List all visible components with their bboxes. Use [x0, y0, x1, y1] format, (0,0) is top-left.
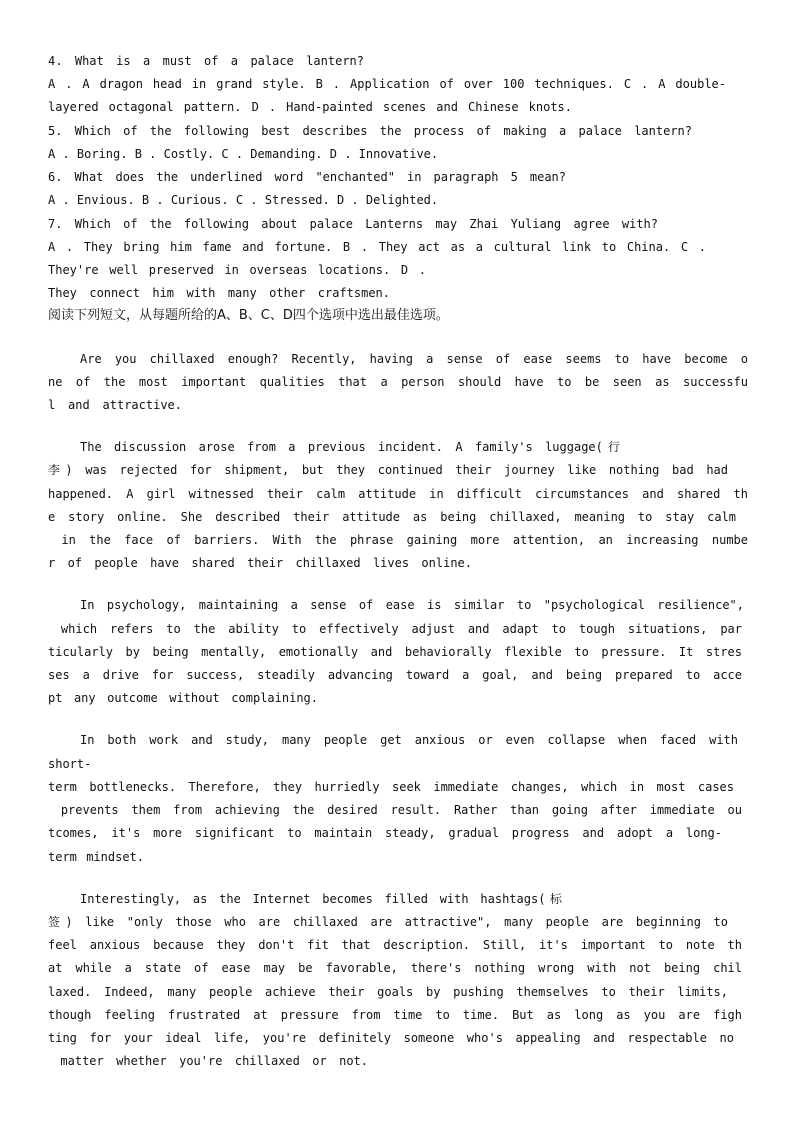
passage-paragraph-2-line-5: in the face of barriers. With the phrase gaining more attention, an increasing numbe [48, 533, 748, 547]
question-4-options-line-2: layered octagonal pattern. D . Hand-painted scenes and Chinese knots. [48, 100, 572, 114]
passage-paragraph-4-line-5: tcomes, it's more significant to maintain steady, gradual progress and adopt a long- [48, 826, 722, 840]
passage-paragraph-4-line-1: In both work and study, many people get anxious or even collapse when faced with [80, 733, 738, 747]
question-7-options-line-2: They're well preserved in overseas locations. D . [48, 263, 426, 277]
passage-paragraph-5-line-7: ting for your ideal life, you're definitely someone who's appealing and respectable no [48, 1031, 734, 1045]
passage-paragraph-4-line-3: term bottlenecks. Therefore, they hurriedly seek immediate changes, which in most cases [48, 780, 734, 794]
passage-paragraph-4-line-4: prevents them from achieving the desired result. Rather than going after immediate ou [48, 803, 742, 817]
question-6-options: A . Envious. B . Curious. C . Stressed. D . Delighted. [48, 193, 439, 207]
passage-paragraph-3-line-5: pt any outcome without complaining. [48, 691, 318, 705]
passage-paragraph-5-line-5: laxed. Indeed, many people achieve their goals by pushing themselves to their limits, [48, 985, 728, 999]
question-4-options-line-1: A . A dragon head in grand style. B . Application of over 100 techniques. C . A double- [48, 77, 726, 91]
passage-paragraph-5-line-1: Interestingly, as the Internet becomes filled with hashtags(标 [80, 892, 562, 906]
passage-paragraph-2-line-6: r of people have shared their chillaxed lives online. [48, 556, 472, 570]
passage-paragraph-5-line-8: matter whether you're chillaxed or not. [48, 1054, 368, 1068]
passage-paragraph-4-line-2: short- [48, 757, 92, 771]
passage-paragraph-3-line-2: which refers to the ability to effectively adjust and adapt to tough situations, par [48, 622, 742, 636]
question-7-options-line-1: A . They bring him fame and fortune. B . They act as a cultural link to China. C . [48, 240, 706, 254]
passage-paragraph-3-line-1: In psychology, maintaining a sense of ease is similar to "psychological resilience", [80, 598, 744, 612]
passage-paragraph-5-line-4: at while a state of ease may be favorable, there's nothing wrong with not being chil [48, 961, 742, 975]
passage-paragraph-1-line-2: ne of the most important qualities that a person should have to be seen as successfu [48, 375, 748, 389]
reading-instruction: 阅读下列短文，从每题所给的A、B、C、D四个选项中选出最佳选项。 [48, 308, 449, 323]
question-7-options-line-3: They connect him with many other craftsmen. [48, 286, 390, 300]
passage-paragraph-1-line-3: l and attractive. [48, 398, 182, 412]
passage-paragraph-2-line-2: 李) was rejected for shipment, but they continued their journey like nothing bad had [48, 463, 728, 477]
passage-paragraph-5-line-6: though feeling frustrated at pressure from time to time. But as long as you are figh [48, 1008, 742, 1022]
passage-paragraph-1-line-1: Are you chillaxed enough? Recently, having a sense of ease seems to have become o [80, 352, 748, 366]
passage-paragraph-4-line-6: term mindset. [48, 850, 144, 864]
question-7-stem: 7. Which of the following about palace Lanterns may Zhai Yuliang agree with? [48, 217, 658, 231]
question-5-stem: 5. Which of the following best describes the process of making a palace lantern? [48, 124, 692, 138]
passage-paragraph-2-line-1: The discussion arose from a previous incident. A family's luggage(行 [80, 440, 620, 454]
passage-paragraph-2-line-4: e story online. She described their attitude as being chillaxed, meaning to stay calm [48, 510, 736, 524]
question-6-stem: 6. What does the underlined word "enchanted" in paragraph 5 mean? [48, 170, 566, 184]
passage-paragraph-5-line-2: 签) like "only those who are chillaxed are attractive", many people are beginning to [48, 915, 728, 929]
question-4-stem: 4. What is a must of a palace lantern? [48, 54, 364, 68]
passage-paragraph-5-line-3: feel anxious because they don't fit that description. Still, it's important to note th [48, 938, 742, 952]
passage-paragraph-2-line-3: happened. A girl witnessed their calm attitude in difficult circumstances and shared th [48, 487, 748, 501]
passage-paragraph-3-line-3: ticularly by being mentally, emotionally and behaviorally flexible to pressure. It stres [48, 645, 742, 659]
question-5-options: A . Boring. B . Costly. C . Demanding. D . Innovative. [48, 147, 439, 161]
passage-paragraph-3-line-4: ses a drive for success, steadily advancing toward a goal, and being prepared to acce [48, 668, 742, 682]
